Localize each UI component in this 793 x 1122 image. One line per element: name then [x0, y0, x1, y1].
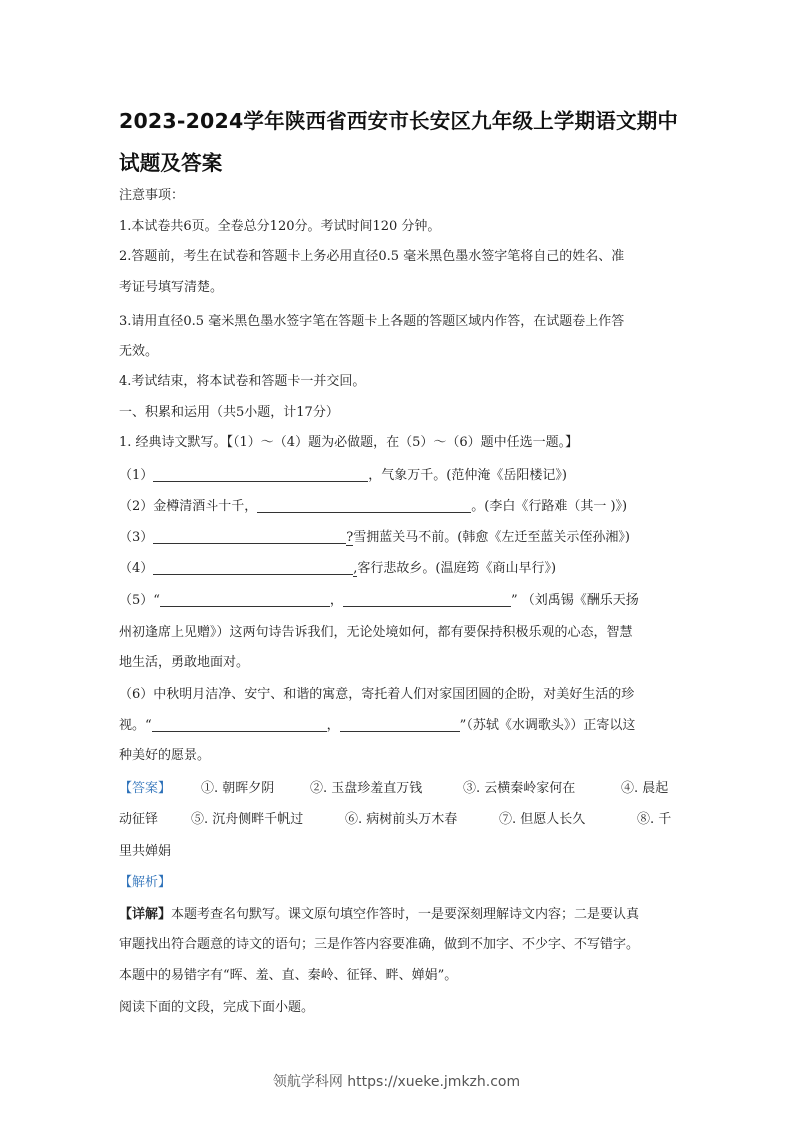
footer-watermark: 领航学科网 https://xueke.jmkzh.com: [272, 1074, 521, 1090]
answer-item: ⑦. 但愿人长久: [499, 812, 586, 827]
answer-blank: [340, 717, 460, 732]
answer-blank: [153, 560, 353, 575]
q1-part-1: [119, 467, 679, 485]
q1-part-2-text: （2）金樽清酒斗十千，: [119, 499, 258, 514]
answer-blank: [153, 529, 346, 544]
answer-blank: [257, 498, 471, 513]
q1-part-6-line2: [119, 717, 679, 735]
q1-part-5-line3: 地生活，勇敢地面对。: [119, 655, 250, 670]
q1-part-3-text: 雪拥蓝关马不前。(韩愈《左迁至蓝关示侄孙湘》): [353, 530, 630, 545]
answer-item: ①. 朝晖夕阴: [201, 781, 275, 796]
q1-part-4-text: 客行悲故乡。(温庭筠《商山早行》): [357, 561, 557, 576]
q1-part-3-label: （3）: [119, 530, 154, 545]
q1-part-6-comma: ，: [326, 718, 340, 733]
document-title-line2: 试题及答案: [119, 151, 223, 175]
answer-item: ⑥. 病树前头万木春: [345, 812, 458, 827]
notice-item-3-cont: 无效。: [119, 344, 159, 359]
analysis-detail-line1: [119, 906, 679, 924]
answer-blank: [152, 717, 327, 732]
q1-part-5-line2: 州初逢席上见赠》）这两句诗告诉我们，无论处境如何，都有要保持积极乐观的心态，智慧: [119, 625, 633, 640]
answer-row-3: 里共婵娟: [119, 844, 172, 859]
q1-part-6-open: 视。“: [119, 718, 152, 733]
notice-item-4: 4.考试结束，将本试卷和答题卡一并交回。: [119, 374, 366, 389]
notice-item-3: 3.请用直径0.5 毫米黑色墨水签字笔在答题卡上各题的答题区域内作答，在试题卷上作答: [119, 314, 625, 329]
q1-part-5-open: （5）“: [119, 593, 160, 608]
answer-item: ④. 晨起: [621, 781, 669, 796]
question-1-stem: 1. 经典诗文默写。【（1）～（4）题为必做题，在（5）～（6）题中任选一题。】: [119, 435, 579, 450]
q1-part-6-source: ”（苏轼《水调歌头》）正寄以这: [459, 718, 636, 733]
answer-item: ②. 玉盘珍羞直万钱: [310, 781, 423, 796]
q1-part-6-line3: 种美好的愿景。: [119, 748, 211, 763]
section-heading: 一、积累和运用（共5小题，计17分）: [119, 405, 339, 420]
detail-text: 本题考查名句默写。课文原句填空作答时，一是要深刻理解诗文内容；二是要认真: [171, 907, 640, 922]
q1-part-3-mark: ?: [346, 530, 354, 545]
q1-part-5-source: ” （刘禹锡《酬乐天扬: [510, 593, 639, 608]
notice-item-2-cont: 考证号填写清楚。: [119, 280, 224, 295]
answer-blank: [153, 467, 368, 482]
document-title-line1: 2023-2024学年陕西省西安市长安区九年级上学期语文期中: [119, 109, 679, 133]
analysis-detail-line3: 本题中的易错字有“晖、羞、直、秦岭、征铎、畔、婵娟”。: [119, 968, 458, 983]
q1-part-5-comma: ，: [329, 593, 343, 608]
q1-part-1-label: （1）: [119, 468, 154, 483]
answer-label: 【答案】: [119, 781, 172, 796]
q1-part-4-mark: ,: [353, 561, 358, 576]
answer-blank: [160, 592, 330, 607]
q1-part-1-text: ，气象万千。(范仲淹《岳阳楼记》): [368, 468, 567, 483]
notice-header: 注意事项：: [119, 188, 185, 203]
analysis-detail-line2: 审题找出符合题意的诗文的语句；三是作答内容要准确，做到不加字、不少字、不写错字。: [119, 937, 640, 952]
answer-item: ⑧. 千: [637, 812, 672, 827]
q1-part-5: [119, 592, 679, 610]
notice-item-1: 1.本试卷共6页。全卷总分120分。考试时间120 分钟。: [119, 219, 441, 234]
q1-part-2: [119, 498, 679, 516]
q1-part-6: （6）中秋明月洁净、安宁、和谐的寓意，寄托着人们对家国团圆的企盼，对美好生活的珍: [119, 687, 635, 702]
answer-item: ⑤. 沉舟侧畔千帆过: [191, 812, 304, 827]
q1-part-3: [119, 529, 679, 547]
answer-item: 动征铎: [119, 812, 159, 827]
detail-label: 【详解】: [119, 907, 172, 922]
reading-instruction: 阅读下面的文段，完成下面小题。: [119, 1000, 315, 1015]
answer-blank: [343, 592, 511, 607]
notice-item-2: 2.答题前，考生在试卷和答题卡上务必用直径0.5 毫米黑色墨水签字笔将自己的姓名、准: [119, 249, 625, 264]
answer-item: ③. 云横秦岭家何在: [463, 781, 576, 796]
q1-part-2-source: 。(李白《行路难（其一 )》): [471, 499, 628, 514]
analysis-label: 【解析】: [119, 875, 172, 890]
q1-part-4-label: （4）: [119, 561, 154, 576]
q1-part-4: [119, 560, 679, 578]
